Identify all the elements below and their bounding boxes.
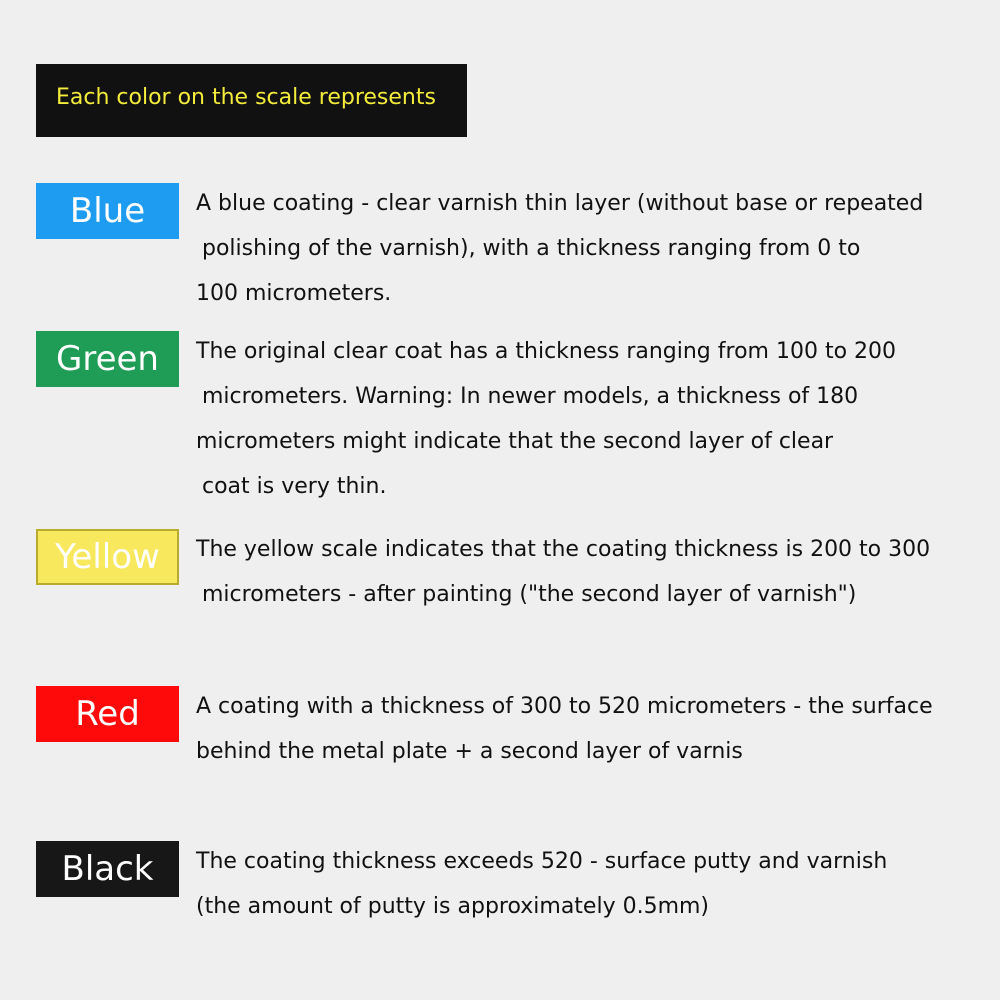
red-description-line: A coating with a thickness of 300 to 520 micrometers - the surface — [196, 694, 933, 719]
scale-header-title: Each color on the scale represents — [56, 84, 436, 110]
yellow-swatch-label: Yellow — [55, 537, 160, 577]
red-description-line: behind the metal plate + a second layer of varnis — [196, 739, 743, 764]
black-description-line: The coating thickness exceeds 520 - surface putty and varnish — [196, 849, 888, 874]
green-description-line: The original clear coat has a thickness ranging from 100 to 200 — [196, 339, 897, 364]
yellow-description-line: micrometers - after painting ("the second layer of varnish") — [202, 582, 857, 607]
red-swatch-label: Red — [75, 694, 140, 734]
green-swatch-label: Green — [56, 339, 159, 379]
red-description — [196, 684, 976, 774]
green-description — [196, 329, 976, 509]
black-description — [196, 839, 976, 929]
yellow-description-line: The yellow scale indicates that the coating thickness is 200 to 300 — [196, 537, 931, 562]
blue-description-line: A blue coating - clear varnish thin layer (without base or repeated — [196, 191, 924, 216]
blue-description-line: 100 micrometers. — [196, 281, 392, 306]
blue-swatch-label: Blue — [69, 191, 146, 231]
blue-swatch — [36, 183, 179, 239]
green-swatch — [36, 331, 179, 387]
green-description-line: coat is very thin. — [202, 474, 387, 499]
yellow-description — [196, 527, 976, 617]
green-description-line: micrometers might indicate that the second layer of clear — [196, 429, 834, 454]
black-description-line: (the amount of putty is approximately 0.5mm) — [196, 894, 710, 919]
black-swatch — [36, 841, 179, 897]
scale-header — [36, 64, 467, 137]
yellow-swatch — [36, 529, 179, 585]
blue-description — [196, 181, 976, 316]
blue-description-line: polishing of the varnish), with a thickness ranging from 0 to — [202, 236, 861, 261]
red-swatch — [36, 686, 179, 742]
green-description-line: micrometers. Warning: In newer models, a thickness of 180 — [202, 384, 859, 409]
black-swatch-label: Black — [61, 849, 154, 889]
